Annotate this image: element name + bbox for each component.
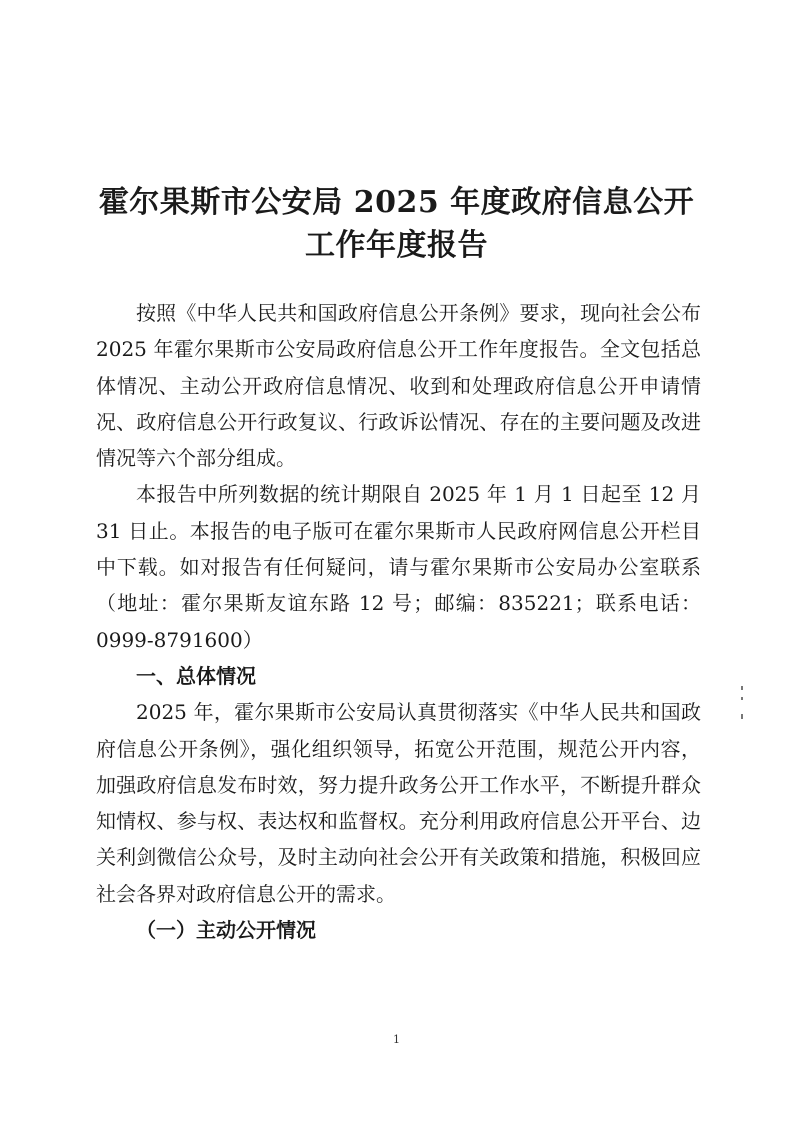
- period-contact-paragraph: 本报告中所列数据的统计期限自 2025 年 1 月 1 日起至 12 月 31 日止。本报告的电子版可在霍尔果斯市人民政府网信息公开栏目中下载。如对报告有任何疑问，请与霍尔果斯市公安局办公室联系（地址：霍尔果斯友谊东路 12 号；邮编：835221；联系电话：0999-8791600）: [96, 482, 701, 652]
- scan-artifact-mark: [741, 697, 743, 700]
- overall-paragraph: 2025 年，霍尔果斯市公安局认真贯彻落实《中华人民共和国政府信息公开条例》，强化组织领导，拓宽公开范围，规范公开内容，加强政府信息发布时效，努力提升政务公开工作水平，不断提升群众知情权、参与权、表达权和监督权。充分利用政府信息公开平台、边关利剑微信公众号，及时主动向社会公开有关政策和措施，积极回应社会各界对政府信息公开的需求。: [96, 700, 701, 906]
- section-heading-overall: 一、总体情况: [136, 663, 256, 688]
- intro-paragraph: 按照《中华人民共和国政府信息公开条例》要求，现向社会公布 2025 年霍尔果斯市公安局政府信息公开工作年度报告。全文包括总体情况、主动公开政府信息情况、收到和处理政府信息公开申请情况、政府信息公开行政复议、行政诉讼情况、存在的主要问题及改进情况等六个部分组成。: [96, 301, 701, 471]
- document-body: [96, 295, 701, 948]
- scan-artifact-mark: [741, 714, 743, 719]
- scan-artifact-mark: [741, 686, 743, 690]
- subsection-heading-proactive: （一）主动公开情况: [136, 918, 316, 943]
- page-number: 1: [393, 1033, 400, 1046]
- document-title-line-2: 工作年度报告: [305, 228, 488, 263]
- document-title-line-1: 霍尔果斯市公安局 2025 年度政府信息公开: [98, 185, 695, 220]
